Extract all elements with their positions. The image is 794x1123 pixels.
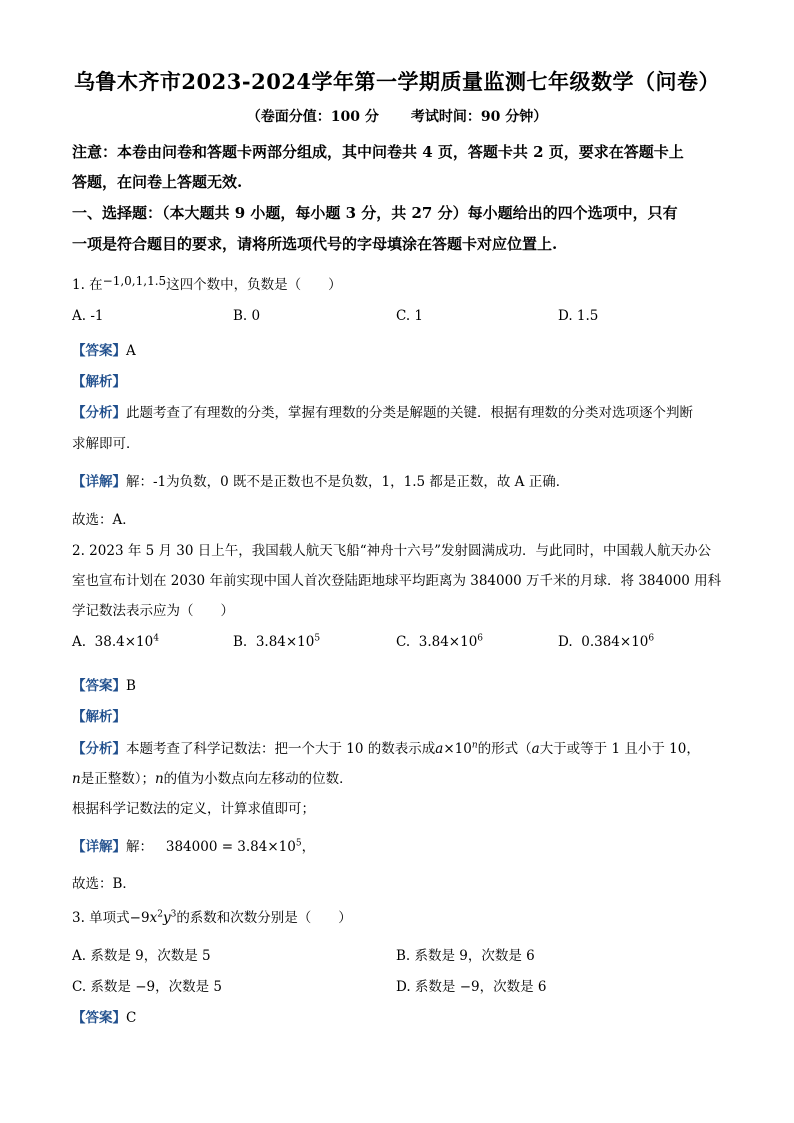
notice-line-2: 答题，在问卷上答题无效. bbox=[72, 173, 243, 191]
q1-stem-prefix: 1. 在 bbox=[72, 277, 103, 293]
q1-detail bbox=[72, 470, 569, 490]
q2-option-d-exp: 6 bbox=[648, 633, 655, 644]
q2-option-c-base: 3.84×10 bbox=[418, 634, 478, 650]
q2-option-d bbox=[558, 634, 654, 650]
q2-fenxi-line-3: 根据科学记数法的定义，计算求值即可； bbox=[72, 801, 315, 817]
q2-fenxi2-text2: 的值为小数点向左移动的位数． bbox=[163, 771, 353, 787]
q2-detail-exp: 5 bbox=[295, 838, 302, 849]
q3-option-c: C. 系数是 −9，次数是 5 bbox=[72, 979, 223, 995]
q3-stem-x: x bbox=[149, 910, 158, 926]
q2-fenxi-prefix: 本题考查了科学记数法：把一个大于 10 的数表示成 bbox=[126, 741, 436, 757]
q1-fenxi-text: 此题考查了有理数的分类，掌握有理数的分类是解题的关键．根据有理数的分类对选项逐个判断 bbox=[126, 405, 693, 421]
q2-fenxi2-n: n bbox=[72, 771, 81, 787]
q2-option-b-exp: 5 bbox=[314, 633, 321, 644]
q2-detail-suffix: ， bbox=[301, 839, 316, 855]
q3-option-d: D. 系数是 −9，次数是 6 bbox=[396, 979, 547, 995]
q1-answer-value: A bbox=[126, 343, 136, 359]
answer-label: 【答案】 bbox=[72, 678, 126, 694]
q2-analysis-label bbox=[72, 705, 126, 725]
q3-option-a: A. 系数是 9，次数是 5 bbox=[72, 948, 211, 964]
time-note: 考试时间：90 分钟） bbox=[410, 109, 548, 125]
detail-label: 【详解】 bbox=[72, 839, 126, 855]
q1-detail-text: 解：-1为负数，0 既不是正数也不是负数，1，1.5 都是正数，故 A 正确． bbox=[126, 474, 570, 490]
q2-detail-math: 384000 = 3.84×10 bbox=[165, 839, 296, 855]
q2-option-b bbox=[233, 634, 320, 650]
q2-option-c bbox=[396, 634, 483, 650]
score-note: （卷面分值：100 分 bbox=[246, 109, 379, 125]
q3-answer-value: C bbox=[126, 1010, 137, 1026]
q2-option-c-label: C. bbox=[396, 634, 411, 650]
q1-option-d: D. 1.5 bbox=[558, 308, 599, 324]
q1-option-a: A. -1 bbox=[72, 308, 104, 324]
exam-title: 乌鲁木齐市2023-2024学年第一学期质量监测七年级数学（问卷） bbox=[73, 69, 721, 94]
q3-stem-y: y bbox=[162, 910, 171, 926]
analysis-label: 【解析】 bbox=[72, 374, 126, 390]
q1-stem bbox=[72, 273, 342, 293]
q1-stem-math: −1,0,1,1.5 bbox=[102, 274, 167, 288]
q3-stem-y-exp: 3 bbox=[170, 909, 177, 920]
section-heading-line-2: 一项是符合题目的要求，请将所选项代号的字母填涂在答题卡对应位置上. bbox=[72, 235, 558, 253]
answer-label: 【答案】 bbox=[72, 343, 126, 359]
q2-option-d-base: 0.384×10 bbox=[581, 634, 649, 650]
q1-stem-suffix: 这四个数中，负数是（ ） bbox=[166, 277, 342, 293]
q3-answer bbox=[72, 1006, 136, 1026]
q2-option-a-exp: 4 bbox=[153, 633, 159, 644]
q2-fenxi-mid: ×10 bbox=[443, 741, 472, 757]
exam-subtitle bbox=[0, 106, 794, 126]
q2-fenxi-suffix: 的形式（ bbox=[477, 741, 532, 757]
q3-option-b: B. 系数是 9，次数是 6 bbox=[396, 948, 535, 964]
q3-stem-suffix: 的系数和次数分别是（ ） bbox=[176, 910, 352, 926]
q1-fenxi-line-1 bbox=[72, 401, 693, 421]
q2-option-b-label: B. bbox=[233, 634, 248, 650]
q2-fenxi-a: a bbox=[435, 741, 444, 757]
q2-stem-line-2: 室也宣布计划在 2030 年前实现中国人首次登陆距地球平均距离为 384000 万千米的月球．将 384000 用科 bbox=[72, 573, 722, 589]
q2-option-b-base: 3.84×10 bbox=[255, 634, 315, 650]
q2-detail-prefix: 解： bbox=[126, 839, 153, 855]
q1-fenxi-line-2: 求解即可． bbox=[72, 436, 140, 452]
q2-stem-line-1: 2. 2023 年 5 月 30 日上午，我国载人航天飞船“神舟十六号”发射圆满成功．与此同时，中国载人航天办公 bbox=[72, 543, 712, 559]
q1-option-b: B. 0 bbox=[233, 308, 261, 324]
q2-fenxi2-n2: n bbox=[154, 771, 164, 787]
q1-option-c: C. 1 bbox=[396, 308, 424, 324]
q2-fenxi-a2: a bbox=[531, 741, 540, 757]
answer-label: 【答案】 bbox=[72, 1010, 126, 1026]
q2-option-a-base: 38.4×10 bbox=[94, 634, 154, 650]
q1-conclusion: 故选：A． bbox=[72, 512, 136, 528]
q3-stem bbox=[72, 906, 352, 926]
q3-stem-x-exp: 2 bbox=[157, 909, 163, 920]
q2-conclusion: 故选：B． bbox=[72, 876, 136, 892]
q2-option-a-label: A. bbox=[72, 634, 87, 650]
q2-fenxi2-text1: 是正整数）； bbox=[80, 771, 155, 787]
fenxi-label: 【分析】 bbox=[72, 741, 126, 757]
detail-label: 【详解】 bbox=[72, 474, 126, 490]
q2-fenxi-suffix2: 大于或等于 1 且小于 10， bbox=[539, 741, 700, 757]
q1-answer bbox=[72, 339, 136, 359]
q2-fenxi-line-1 bbox=[72, 737, 700, 757]
q1-analysis-label bbox=[72, 370, 126, 390]
q2-stem-line-3: 学记数法表示应为（ ） bbox=[72, 603, 234, 619]
q3-stem-coef: −9 bbox=[129, 910, 150, 926]
q2-option-a bbox=[72, 634, 159, 650]
fenxi-label: 【分析】 bbox=[72, 405, 126, 421]
q2-answer-value: B bbox=[126, 678, 136, 694]
notice-line-1: 注意：本卷由问卷和答题卡两部分组成，其中问卷共 4 页，答题卡共 2 页，要求在答题卡上 bbox=[72, 143, 684, 161]
q2-fenxi-line-2 bbox=[72, 767, 353, 787]
q2-detail bbox=[72, 835, 315, 855]
q2-option-c-exp: 6 bbox=[477, 633, 484, 644]
q2-fenxi-n: n bbox=[471, 740, 478, 751]
analysis-label: 【解析】 bbox=[72, 709, 126, 725]
q3-stem-prefix: 3. 单项式 bbox=[72, 910, 130, 926]
q2-answer bbox=[72, 674, 136, 694]
q2-option-d-label: D. bbox=[558, 634, 573, 650]
section-heading-line-1: 一、选择题：（本大题共 9 小题，每小题 3 分，共 27 分）每小题给出的四个选项中，只有 bbox=[72, 204, 678, 222]
